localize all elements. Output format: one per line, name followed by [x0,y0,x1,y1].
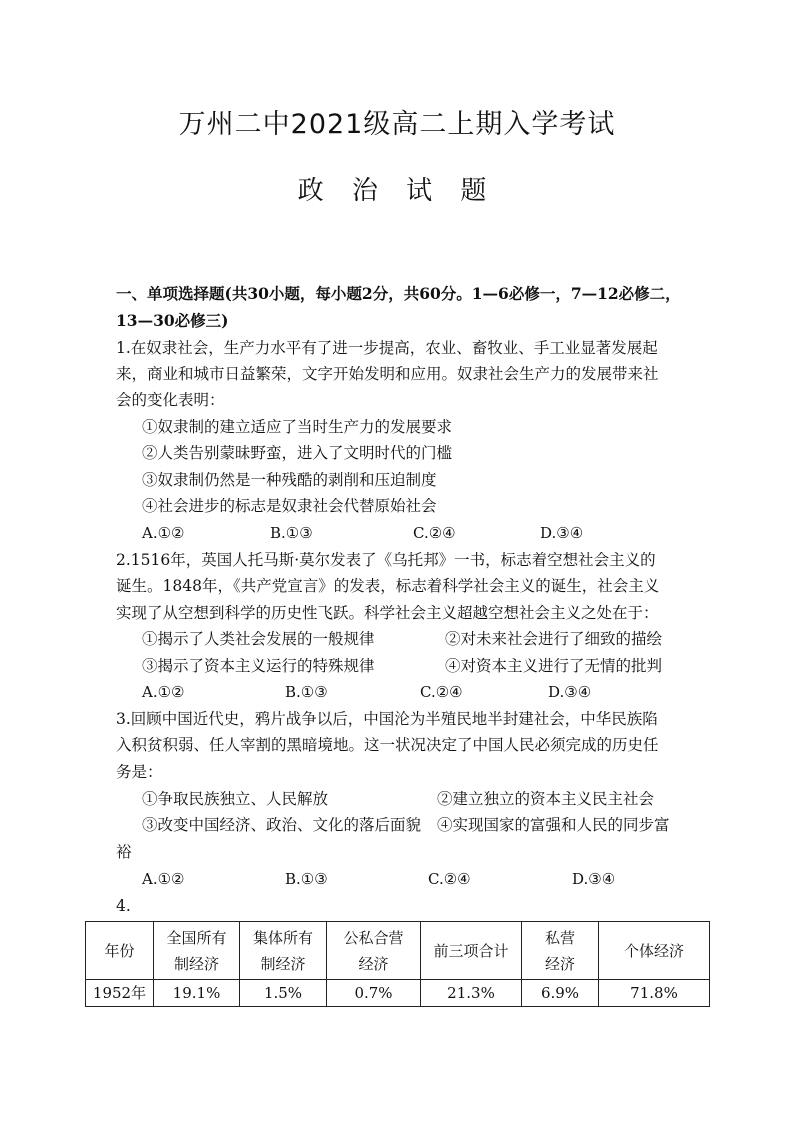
q3-item: ①争取民族独立、人民解放 [142,790,329,808]
table-header-cell: 公私合营 经济 [327,922,421,980]
q2-stem-line: 诞生。1848年，《共产党宣言》的发表，标志着科学社会主义的诞生，社会主义 [116,577,660,595]
q3-item: ③改变中国经济、政治、文化的落后面貌 [142,816,422,834]
q2-item: ④对资本主义进行了无情的批判 [445,657,663,675]
q2-item: ①揭示了人类社会发展的一般规律 [142,630,375,648]
table-cell: 21.3% [421,980,522,1007]
exam-subtitle: 政 治 试 题 [297,176,497,206]
table-row [86,980,710,1007]
q3-item: ④实现国家的富强和人民的同步富 [437,816,670,834]
table-cell: 0.7% [327,980,421,1007]
table-header-row [86,922,710,980]
table-header-cell: 集体所有 制经济 [240,922,327,980]
q3-option-d: D.③④ [572,870,616,888]
q2-option-b: B.①③ [285,683,328,701]
table-header-cell: 私营 经济 [522,922,599,980]
q1-stem-line: 来，商业和城市日益繁荣，文字开始发明和应用。奴隶社会生产力的发展带来社 [116,365,659,383]
q3-stem-line: 3.回顾中国近代史，鸦片战争以后，中国沦为半殖民地半封建社会，中华民族陷 [116,710,658,728]
q2-item: ③揭示了资本主义运行的特殊规律 [142,657,375,675]
q3-stem-line: 入积贫积弱、任人宰割的黑暗境地。这一状况决定了中国人民必须完成的历史任 [116,736,659,754]
q2-item: ②对未来社会进行了细致的描绘 [445,630,663,648]
table-header-cell: 个体经济 [599,922,710,980]
section-heading-line1: 一、单项选择题(共30小题，每小题2分，共60分。1—6必修一，7—12必修二， [116,284,681,303]
q1-item: ①奴隶制的建立适应了当时生产力的发展要求 [142,418,453,436]
section-heading-line2: 13—30必修三) [116,311,229,330]
table-cell: 1952年 [86,980,154,1007]
q3-item: ②建立独立的资本主义民主社会 [437,790,655,808]
q1-item: ②人类告别蒙昧野蛮，进入了文明时代的门槛 [142,444,453,462]
table-header-cell: 年份 [86,922,154,980]
q2-option-a: A.①② [142,683,185,701]
q4-number: 4. [116,897,131,915]
q3-option-a: A.①② [142,870,185,888]
q1-stem-line: 1.在奴隶社会，生产力水平有了进一步提高，农业、畜牧业、手工业显著发展起 [116,339,658,357]
q2-option-d: D.③④ [548,683,592,701]
q3-stem-line: 务是： [116,763,163,781]
table-cell: 6.9% [522,980,599,1007]
table-cell: 1.5% [240,980,327,1007]
q1-stem-line: 会的变化表明： [116,391,225,409]
table-header-cell: 前三项合计 [421,922,522,980]
q1-option-c: C.②④ [413,524,456,542]
q1-item: ④社会进步的标志是奴隶社会代替原始社会 [142,497,437,515]
q2-option-c: C.②④ [420,683,463,701]
q1-item: ③奴隶制仍然是一种残酷的剥削和压迫制度 [142,471,437,489]
q3-option-b: B.①③ [285,870,328,888]
q3-option-c: C.②④ [428,870,471,888]
q3-item-continuation: 裕 [116,843,132,861]
table-header-cell: 全国所有 制经济 [154,922,240,980]
q2-stem-line: 2.1516年，英国人托马斯·莫尔发表了《乌托邦》一书，标志着空想社会主义的 [116,551,656,569]
q1-option-b: B.①③ [270,524,313,542]
table-cell: 71.8% [599,980,710,1007]
q2-stem-line: 实现了从空想到科学的历史性飞跃。科学社会主义超越空想社会主义之处在于： [116,604,659,622]
table-cell: 19.1% [154,980,240,1007]
q1-option-d: D.③④ [540,524,584,542]
ownership-economy-table [85,921,710,1007]
exam-title: 万州二中2021级高二上期入学考试 [178,109,616,140]
q1-option-a: A.①② [142,524,185,542]
